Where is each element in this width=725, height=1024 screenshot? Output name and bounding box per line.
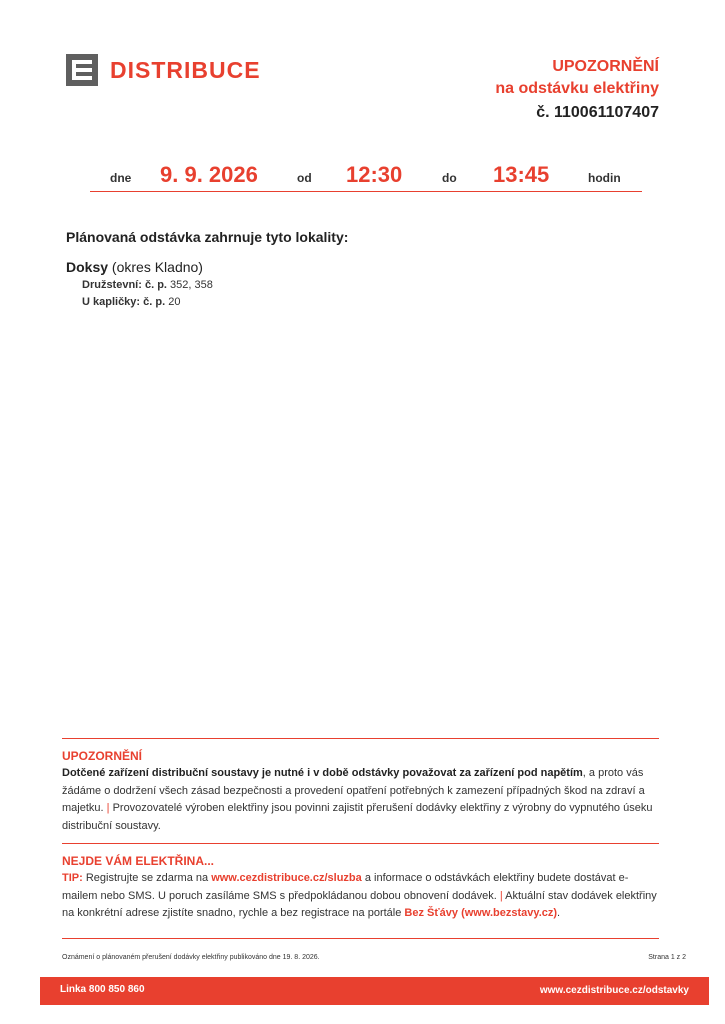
outage-date: 9. 9. 2026 [160,162,258,187]
district: (okres Kladno) [111,259,203,275]
brand-logo [66,54,261,86]
notice-subtitle: na odstávku elektřiny [495,80,659,97]
warning-bold-text: Dotčené zařízení distribuční soustavy je nutné i v době odstávky považovat za zařízení pod napětím [62,767,583,779]
from-label: od [297,171,312,185]
town-name [66,259,203,275]
publication-note: Oznámení o plánovaném přerušení dodávky elektřiny publikováno dne 19. 8. 2026. [62,954,320,961]
house-numbers: 20 [168,296,181,308]
street-item [82,279,213,291]
house-number-prefix: č. p. [144,279,167,291]
notice-number: č. 110061107407 [536,104,659,121]
separator: | [106,802,110,814]
page-number: Strana 1 z 2 [648,954,686,961]
localities-heading: Plánovaná odstávka zahrnuje tyto lokality: [66,229,349,245]
website-link[interactable]: www.cezdistribuce.cz/odstavky [539,985,689,996]
contact-bar [40,977,709,1005]
warning-text-1: , a proto vás žádáme o dodržení všech zásad bezpečnosti a provedení opatření potřebných k zamezení případných škod na zdraví a majetku. [62,767,645,814]
street-item [82,296,180,308]
town: Doksy [66,259,109,275]
tip-label: TIP: [62,872,83,884]
cez-logo-icon [66,54,98,86]
divider [62,738,659,739]
brand-name: DISTRIBUCE [110,56,261,83]
to-label: do [442,171,457,185]
no-power-text [62,870,662,923]
notice-title: UPOZORNĚNÍ [552,58,659,75]
hotline: Linka 800 850 860 [60,984,145,995]
warning-title: UPOZORNĚNÍ [62,749,143,763]
date-label: dne [110,171,132,185]
unit-label: hodin [588,171,621,185]
divider [62,938,659,939]
tip-text-1: Registrujte se zdarma na [85,872,209,884]
no-power-title: NEJDE VÁM ELEKTŘINA... [62,854,215,868]
time-from: 12:30 [346,162,403,187]
street-name: U kapličky: [82,296,141,308]
tip-text-3: Aktuální stav dodávek elektřiny na konkrétní adrese zjistíte snadno, rychle a bez registrace na portále [62,889,657,919]
divider [62,843,659,844]
street-name: Družstevní: [82,279,142,291]
tip-text-2: a informace o odstávkách elektřiny budete dostávat e-mailem nebo SMS. U poruch zasíláme SMS s předpokládanou dobou obnovení dodávek. [62,872,629,902]
warning-text-2: Provozovatelé výroben elektřiny jsou povinni zajistit přerušení dodávky elektřiny z výrobny do vypnutého úseku distribuční soustavy. [62,802,653,832]
tip-end: . [557,907,561,919]
portal-link[interactable]: (www.bezstavy.cz) [461,907,558,919]
house-number-prefix: č. p. [143,296,166,308]
outage-schedule [90,160,642,192]
service-link[interactable]: www.cezdistribuce.cz/sluzba [211,872,362,884]
portal-name: Bez Šťávy [404,907,458,919]
notice-heading [495,56,659,126]
house-numbers: 352, 358 [170,279,213,291]
warning-text [62,765,662,835]
time-to: 13:45 [493,162,550,187]
separator: | [499,889,503,902]
